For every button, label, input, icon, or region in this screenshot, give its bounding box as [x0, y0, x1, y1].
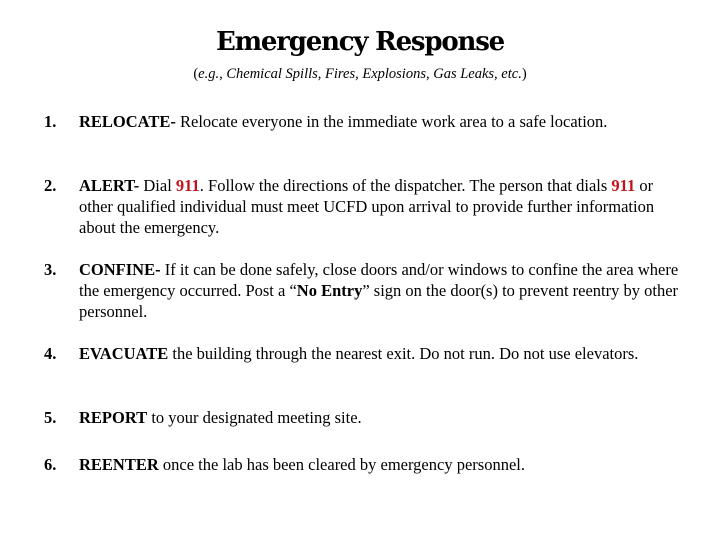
step-keyword: RELOCATE-: [79, 112, 176, 131]
step-text: [79, 343, 684, 364]
step-description: the building through the nearest exit. Do not run. Do not use elevators.: [168, 344, 639, 363]
page-subtitle: [0, 64, 720, 84]
step-description: . Follow the directions of the dispatcher. The person that dials: [199, 176, 612, 195]
subtitle-close-paren: ): [521, 66, 527, 82]
page-title: Emergency Response: [216, 27, 504, 57]
step-description: or other qualified individual must meet UCFD upon arrival to provide further information about the emergency.: [79, 176, 655, 237]
step-number: 6.: [44, 455, 57, 474]
step-number: 1.: [44, 112, 57, 131]
step-report: [44, 407, 684, 428]
step-keyword: CONFINE-: [79, 260, 161, 279]
step-keyword: EVACUATE: [79, 344, 169, 363]
step-description: sign on the door(s) to prevent reentry by other personnel.: [79, 281, 679, 321]
step-reenter: [44, 454, 684, 475]
step-number: 3.: [44, 260, 57, 279]
step-number: 2.: [44, 176, 57, 195]
step-description: Relocate everyone in the immediate work area to a safe location.: [175, 112, 608, 131]
no-entry-sign-label: No Entry: [296, 281, 363, 300]
step-text: [79, 111, 684, 132]
step-keyword: REPORT: [79, 408, 148, 427]
step-evacuate: [44, 343, 684, 364]
step-description: Dial: [139, 176, 176, 195]
step-text: [79, 407, 684, 428]
step-alert: [44, 175, 684, 238]
step-description: to your designated meeting site.: [147, 408, 362, 427]
step-description: If it can be done safely, close doors and/or windows to confine the area where the emergency occurred. Post a: [79, 260, 679, 300]
subtitle-examples: e.g., Chemical Spills, Fires, Explosions, Gas Leaks, etc.: [198, 66, 522, 82]
step-text: [79, 454, 684, 475]
step-description: once the lab has been cleared by emergency personnel.: [158, 455, 525, 474]
step-number: 4.: [44, 344, 57, 363]
step-keyword: REENTER: [79, 455, 159, 474]
step-number: 5.: [44, 408, 57, 427]
subtitle-open-paren: (: [193, 66, 199, 82]
emergency-number: 911: [175, 176, 200, 195]
close-quote: ”: [362, 281, 370, 300]
step-relocate: [44, 111, 684, 132]
step-text: [79, 175, 684, 238]
open-quote: “: [289, 281, 297, 300]
step-confine: [44, 259, 684, 322]
emergency-number: 911: [611, 176, 636, 195]
step-keyword: ALERT-: [79, 176, 140, 195]
step-text: [79, 259, 684, 322]
